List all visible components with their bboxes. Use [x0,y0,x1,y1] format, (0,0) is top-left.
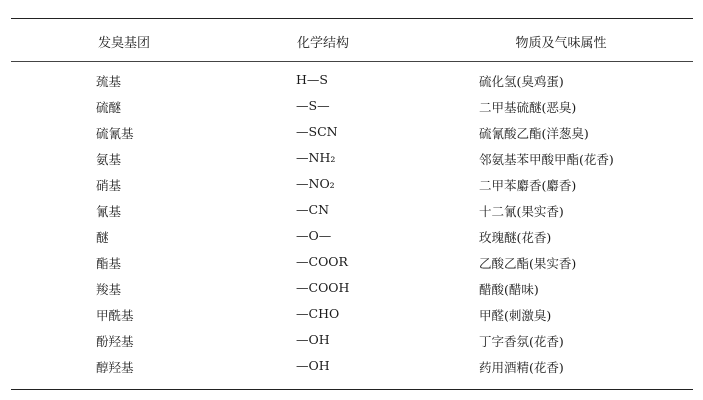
cell-structure: —NO₂ [296,176,335,191]
cell-group: 氰基 [96,204,122,219]
table-row [11,353,693,379]
cell-group: 巯基 [96,74,122,89]
cell-group: 酚羟基 [96,334,134,349]
cell-property: 乙酸乙酯(果实香) [479,256,577,271]
table-row [11,119,693,145]
cell-property: 甲醛(刺激臭) [479,308,552,323]
cell-structure: —COOR [296,254,348,269]
cell-structure: —CHO [296,306,340,321]
cell-group: 醇羟基 [96,360,134,375]
table-row [11,223,693,249]
table-row [11,301,693,327]
cell-structure: —NH₂ [296,150,336,165]
cell-structure: —SCN [296,124,338,139]
table-body [11,67,693,379]
table-row [11,197,693,223]
table-row [11,327,693,353]
cell-group: 羧基 [96,282,122,297]
table-row [11,93,693,119]
cell-property: 硫氰酸乙酯(洋葱臭) [479,126,589,141]
cell-property: 二甲基硫醚(恶臭) [479,100,577,115]
header-substance-odor-property: 物质及气味属性 [515,36,607,51]
table-row [11,249,693,275]
cell-group: 酯基 [96,256,122,271]
cell-property: 十二氰(果实香) [479,204,564,219]
cell-structure: —COOH [296,280,350,295]
cell-structure: H—S [296,72,328,87]
cell-structure: —OH [296,332,330,347]
header-odor-group: 发臭基团 [97,36,151,51]
cell-property: 丁字香氛(花香) [479,334,564,349]
cell-structure: —O— [296,228,332,243]
header-chemical-structure: 化学结构 [296,36,350,51]
cell-property: 药用酒精(花香) [479,360,564,375]
cell-structure: —S— [296,98,330,113]
cell-property: 玫瑰醚(花香) [479,230,552,245]
cell-group: 醚 [96,230,109,245]
cell-group: 硝基 [96,178,122,193]
cell-property: 邻氨基苯甲酸甲酯(花香) [479,152,614,167]
cell-group: 硫氰基 [96,126,134,141]
cell-structure: —OH [296,358,330,373]
table-row [11,67,693,93]
table-bottom-rule [11,389,693,390]
table-row [11,145,693,171]
cell-property: 二甲苯麝香(麝香) [479,178,577,193]
cell-property: 硫化氢(臭鸡蛋) [479,74,564,89]
table-header-rule [11,61,693,62]
table-row [11,171,693,197]
cell-structure: —CN [296,202,330,217]
table-row [11,275,693,301]
cell-group: 氨基 [96,152,122,167]
table-header [11,18,693,61]
cell-property: 醋酸(醋味) [479,282,539,297]
cell-group: 甲酰基 [96,308,134,323]
cell-group: 硫醚 [96,100,122,115]
